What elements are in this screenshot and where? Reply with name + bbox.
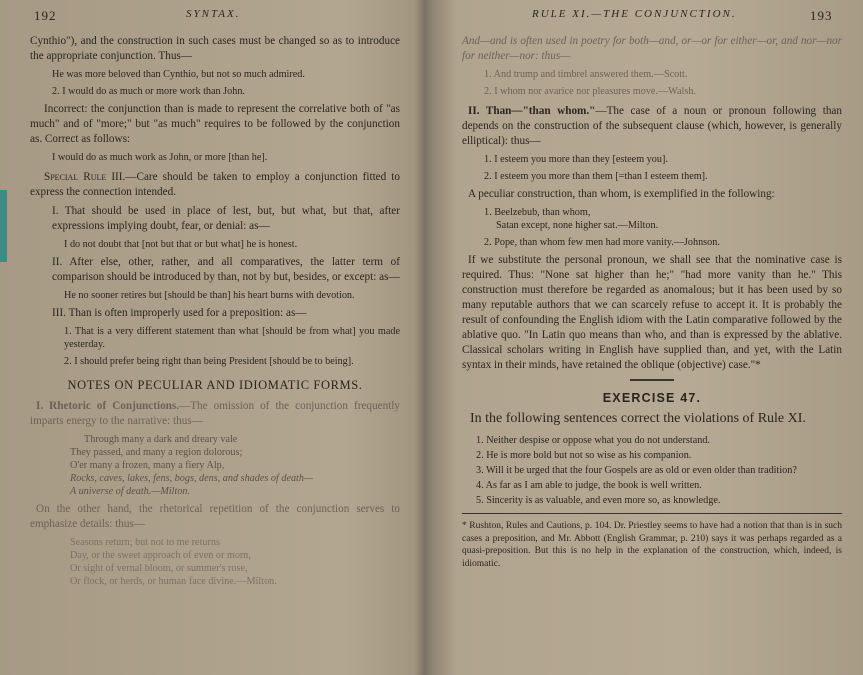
rule-item-1-example: I do not doubt that [not but that or but what] he is honest. xyxy=(64,239,298,250)
exercise-instruction: In the following sentences correct the violations of Rule XI. xyxy=(470,411,806,426)
note-repetition: On the other hand, the rhetorical repetition of the conjunction serves to emphasize details: thus— xyxy=(30,503,400,530)
than-whom-example-2: 2. Pope, than whom few men had more vanity.—Johnson. xyxy=(484,237,720,248)
exercise-item: 4. As far as I am able to judge, the book is well written. xyxy=(476,480,702,491)
right-paragraph-and-and: And—and is often used in poetry for both—and, or—or for either—or, and nor—nor for neither—nor: thus— xyxy=(462,35,842,62)
right-running-head: RULE XI.—THE CONJUNCTION. xyxy=(532,8,737,20)
rule-item-2: II. After else, other, rather, and all comparatives, the latter term of comparison should be introduced by than, not by but, besides, or except: as— xyxy=(52,256,400,283)
left-page-number: 192 xyxy=(34,8,57,23)
right-example-1: 1. And trump and timbrel answered them.—Scott. xyxy=(484,69,688,80)
left-example-3: I would do as much work as John, or more [than he]. xyxy=(52,152,268,163)
right-example-2: 2. I whom nor avarice nor pleasures move.—Walsh. xyxy=(484,86,696,97)
poem-line: Through many a dark and dreary vale xyxy=(84,434,238,445)
poem-line: Or sight of vernal bloom, or summer's rose, xyxy=(70,563,248,574)
poem-line: O'er many a frozen, many a fiery Alp, xyxy=(70,460,225,471)
left-paragraph-incorrect: Incorrect: the conjunction than is made to represent the correlative both of "as much" and of "more;" but "as much" requires to be followed by the conjunction as. Correct as follows: xyxy=(30,103,400,145)
exercise-item: 2. He is more bold but not so wise as his companion. xyxy=(476,450,692,461)
special-rule-text: —Care should be taken to employ a conjunction fitted to express the connection intended. xyxy=(30,171,400,198)
note-than-whom xyxy=(462,104,842,149)
note-than-whom-label: II. Than—"than whom." xyxy=(468,105,596,117)
poem-line: Day, or the sweet approach of even or morn, xyxy=(70,550,251,561)
note-rhetoric-label: I. Rhetoric of Conjunctions. xyxy=(36,400,180,412)
poem-line: Or flock, or herds, or human face divine.—Milton. xyxy=(70,576,277,587)
poem-line: Seasons return; but not to me returns xyxy=(70,537,220,548)
left-example-2: 2. I would do as much or more work than John. xyxy=(52,86,245,97)
left-page xyxy=(0,0,420,675)
right-paragraph-peculiar: A peculiar construction, than whom, is exemplified in the following: xyxy=(468,188,775,200)
rule-item-3-example-1: 1. That is a very different statement than what [should be from what] you made yesterday. xyxy=(64,326,400,350)
exercise-item: 5. Sincerity is as valuable, and even more so, as knowledge. xyxy=(476,495,721,506)
than-example-1: 1. I esteem you more than they [esteem you]. xyxy=(484,154,668,165)
notes-heading: NOTES ON PECULIAR AND IDIOMATIC FORMS. xyxy=(67,378,363,392)
poem-repetition xyxy=(30,536,400,588)
right-page xyxy=(432,0,863,675)
left-example-1: He was more beloved than Cynthio, but not so much admired. xyxy=(52,69,305,80)
left-running-head: SYNTAX. xyxy=(186,8,241,20)
than-whom-example-1b: Satan except, none higher sat.—Milton. xyxy=(496,220,659,231)
rule-item-1: I. That should be used in place of lest, but, but what, but that, after expressions implying doubt, fear, or denial: as— xyxy=(52,205,400,232)
note-than-whom-text: —The case of a noun or pronoun following than depends on the construction of the subsequent clause (which, however, is generally elliptical): thus— xyxy=(462,105,842,147)
poem-line: A universe of death.—Milton. xyxy=(70,486,191,497)
exercise-item: 3. Will it be urged that the four Gospels are as old or even older than tradition? xyxy=(476,465,797,476)
footnote: * Rushton, Rules and Cautions, p. 104. Dr. Priestley seems to have had a notion that than is in such cases a preposition, and Mr. Abbott (English Grammar, p. 210) says it was perhaps regarded as a quasi-preposition. But this is no help in the explanation of the construction, which, indeed, is idiomatic. xyxy=(462,521,842,569)
poem-line: They passed, and many a region dolorous; xyxy=(70,447,243,458)
than-example-2: 2. I esteem you more than them [=than I esteem them]. xyxy=(484,171,708,182)
exercise-item: 1. Neither despise or oppose what you do not understand. xyxy=(476,435,710,446)
section-divider xyxy=(630,379,674,381)
poem-line: Rocks, caves, lakes, fens, bogs, dens, and shades of death— xyxy=(70,473,314,484)
right-page-number: 193 xyxy=(810,8,833,23)
rule-item-3: III. Than is often improperly used for a preposition: as— xyxy=(52,307,307,319)
rule-item-3-example-2: 2. I should prefer being right than being President [should be to being]. xyxy=(64,356,354,367)
special-rule-label: Special Rule III. xyxy=(44,171,126,183)
right-paragraph-substitute: If we substitute the personal pronoun, we shall see that the nominative case is required. Thus: "None sat higher than he;" "had more vanity than he." This construction must therefore be regarded as anomalous; but it has been used by so many reputable authors that we can scarcely refuse to accept it. It is probably the result of confounding the English idiom with the Latin comparative followed by the ablative quo. "In Latin quo means than who, and than is expressed by the ablative. Classical scholars writing in English have supplied than, and yet, with the Latin syntax in their minds, have retained the oblique (objective) case."* xyxy=(462,254,842,371)
footnote-divider xyxy=(462,513,842,514)
rule-item-2-example: He no sooner retires but [should be than] his heart burns with devotion. xyxy=(64,290,355,301)
special-rule-iii xyxy=(30,170,400,200)
right-text-column xyxy=(462,34,842,574)
exercise-list xyxy=(462,434,842,507)
note-rhetoric xyxy=(30,399,400,429)
poem-omission xyxy=(30,433,400,498)
left-paragraph-1: Cynthio"), and the construction in such cases must be changed so as to introduce the appropriate conjunction. Thus— xyxy=(30,35,400,62)
exercise-heading: EXERCISE 47. xyxy=(602,391,702,405)
than-whom-example-1a: 1. Beelzebub, than whom, xyxy=(484,207,591,218)
note-rhetoric-text: —The omission of the conjunction frequently imparts energy to the narrative: thus— xyxy=(30,400,400,427)
left-text-column xyxy=(30,34,400,588)
